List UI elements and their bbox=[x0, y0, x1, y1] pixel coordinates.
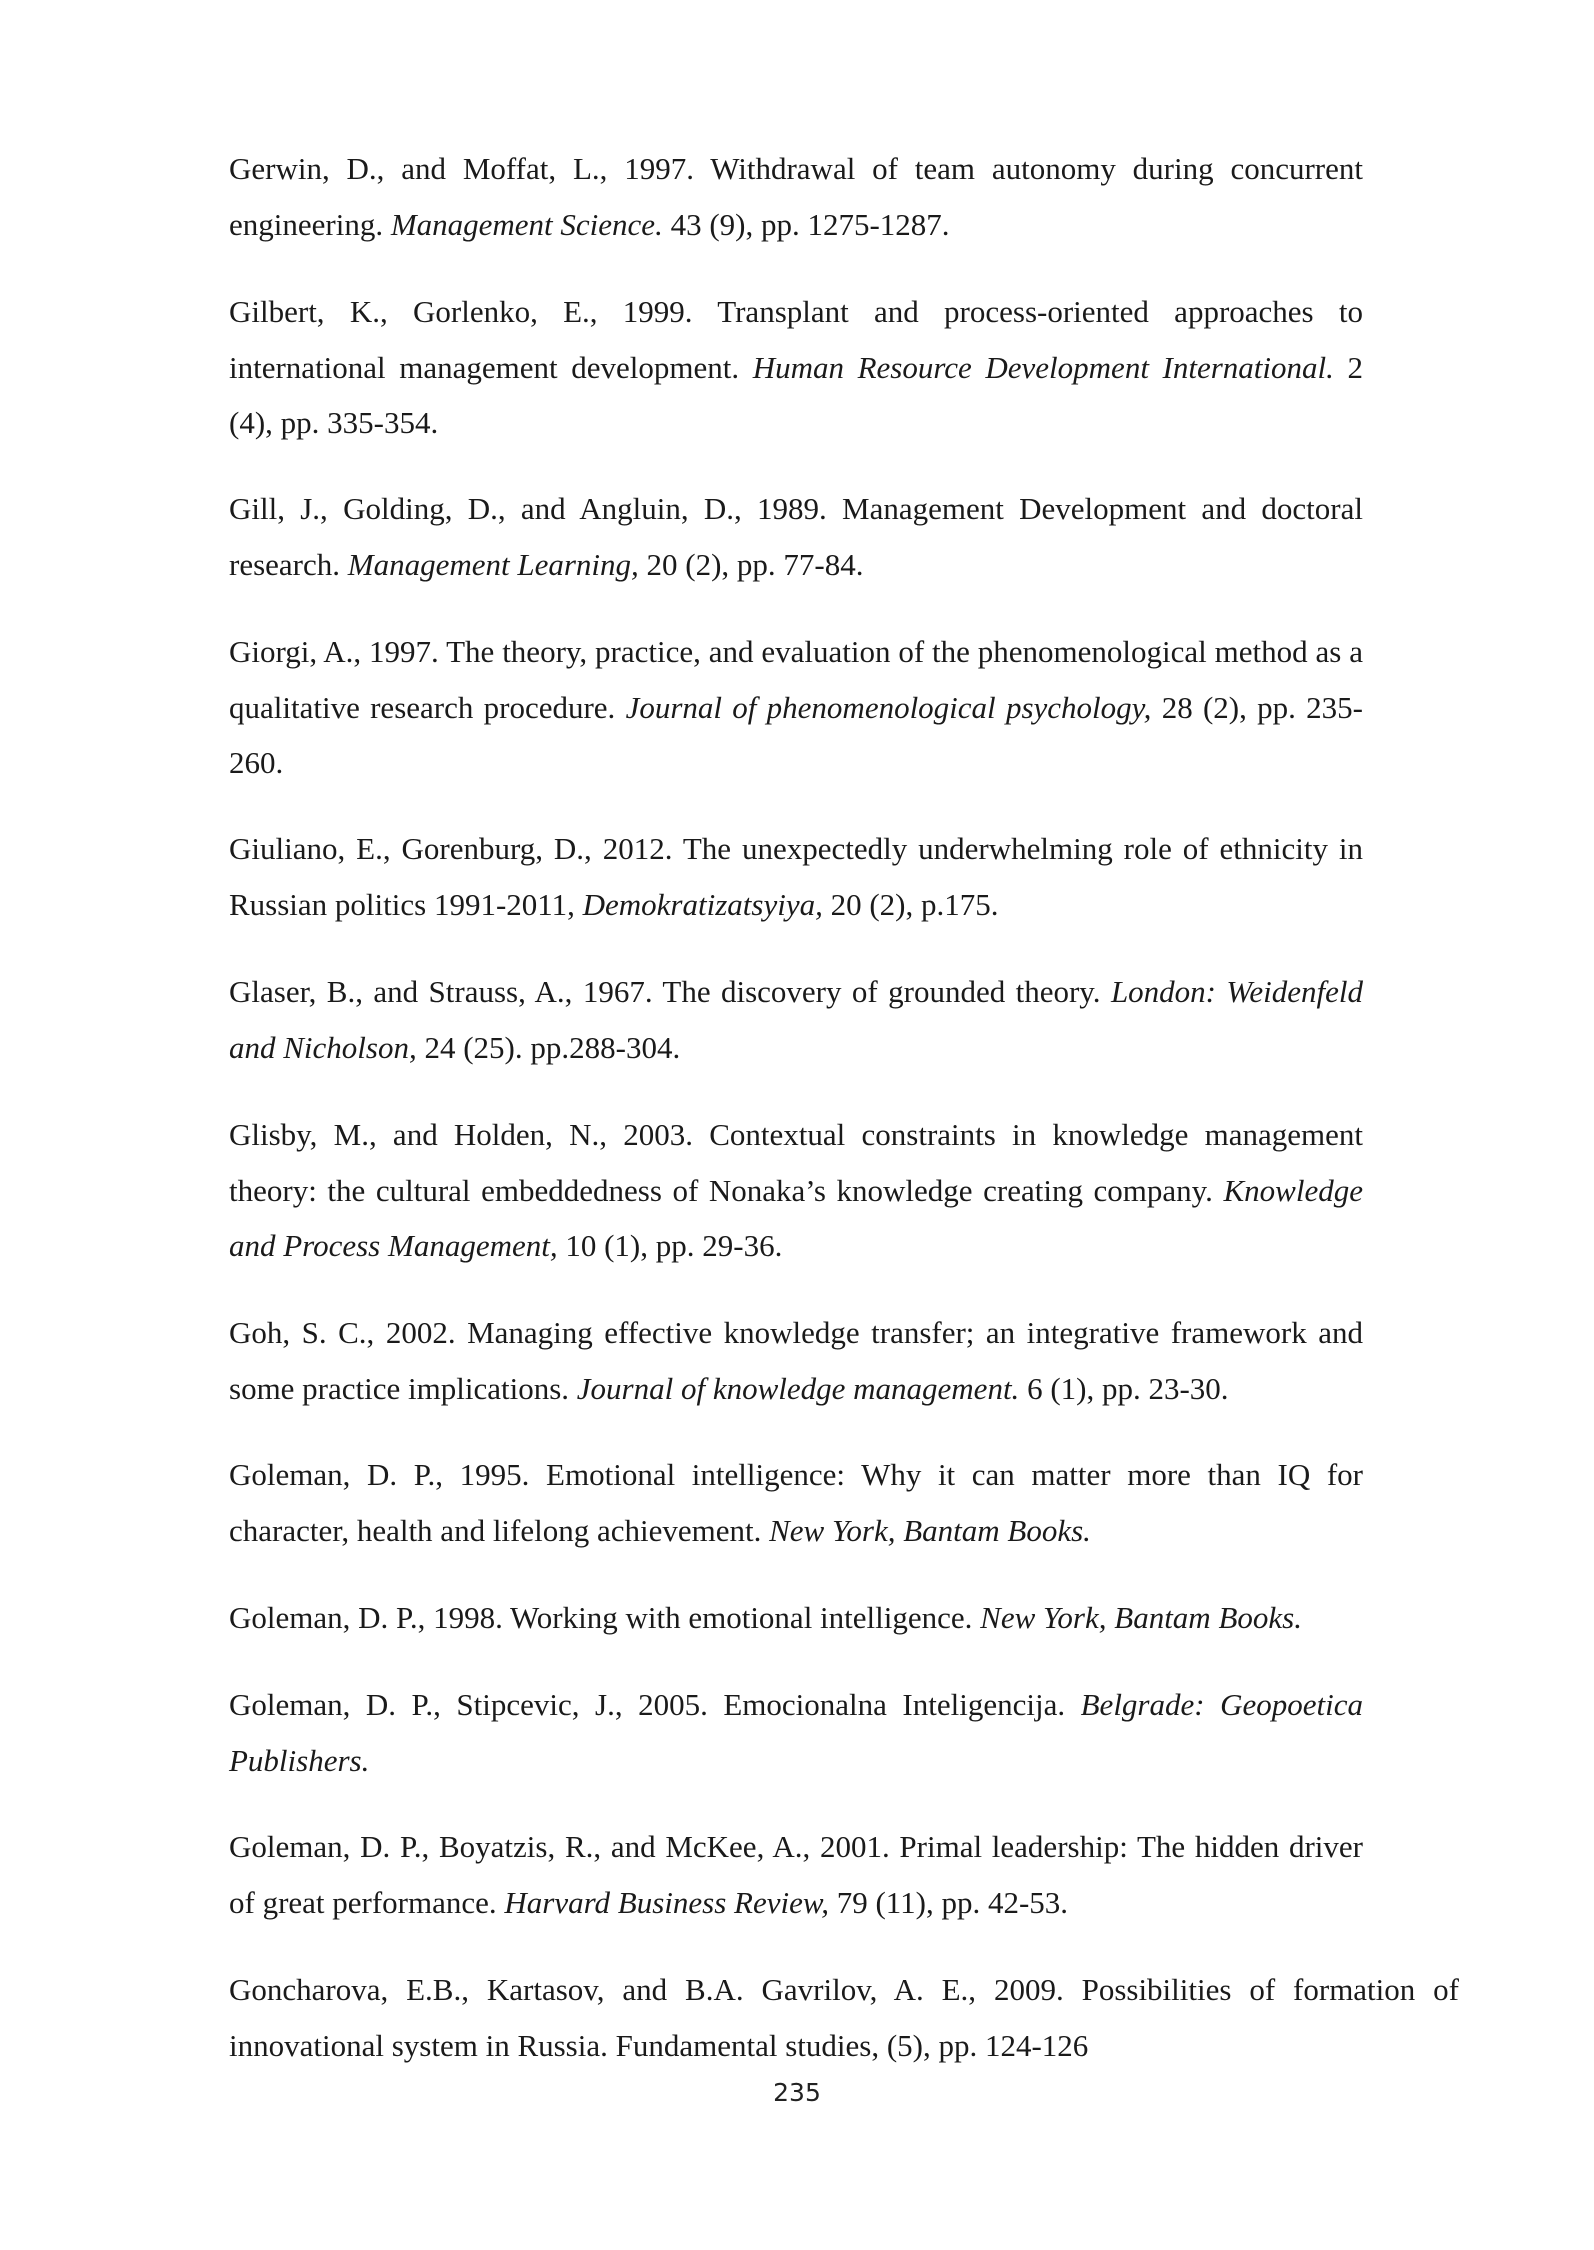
reference-entry: Goleman, D. P., Stipcevic, J., 2005. Emocionalna Inteligencija. Belgrade: Geopoetica Publishers. bbox=[229, 1687, 1363, 1778]
reference-entry: Gerwin, D., and Moffat, L., 1997. Withdrawal of team autonomy during concurrent engineering. Management Science. 43 (9), pp. 1275-1287. bbox=[229, 151, 1363, 242]
reference-entry: Giuliano, E., Gorenburg, D., 2012. The unexpectedly underwhelming role of ethnicity in Russian politics 1991-2011, Demokratizatsyiya, 20 (2), p.175. bbox=[229, 831, 1363, 922]
reference-entry: Goleman, D. P., 1998. Working with emotional intelligence. New York, Bantam Books. bbox=[229, 1600, 1302, 1635]
reference-entry: Goleman, D. P., Boyatzis, R., and McKee, A., 2001. Primal leadership: The hidden driver of great performance. Harvard Business Review, 79 (11), pp. 42-53. bbox=[229, 1829, 1363, 1920]
reference-entry: Giorgi, A., 1997. The theory, practice, and evaluation of the phenomenological method as a qualitative research procedure. Journal of phenomenological psychology, 28 (2), pp. 235-260. bbox=[229, 634, 1363, 780]
reference-entry: Gilbert, K., Gorlenko, E., 1999. Transplant and process-oriented approaches to international management development. Human Resource Development International. 2 (4), pp. 335-354. bbox=[229, 294, 1363, 440]
reference-entry: Gill, J., Golding, D., and Angluin, D., 1989. Management Development and doctoral research. Management Learning, 20 (2), pp. 77-84. bbox=[229, 491, 1363, 582]
page-number: 235 bbox=[773, 2078, 821, 2107]
reference-entry: Goleman, D. P., 1995. Emotional intelligence: Why it can matter more than IQ for character, health and lifelong achievement. New York, Bantam Books. bbox=[229, 1457, 1363, 1548]
reference-entry: Goncharova, E.B., Kartasov, and B.A. Gavrilov, A. E., 2009. Possibilities of formation of innovational system in Russia. Fundamental studies, (5), pp. 124-126 bbox=[229, 1972, 1459, 2063]
reference-entry: Goh, S. C., 2002. Managing effective knowledge transfer; an integrative framework and some practice implications. Journal of knowledge management. 6 (1), pp. 23-30. bbox=[229, 1315, 1363, 1406]
reference-entry: Glaser, B., and Strauss, A., 1967. The discovery of grounded theory. London: Weidenfeld and Nicholson, 24 (25). pp.288-304. bbox=[229, 974, 1363, 1065]
reference-entry: Glisby, M., and Holden, N., 2003. Contextual constraints in knowledge management theory: the cultural embeddedness of Nonaka’s knowledge creating company. Knowledge and Process Management, 10 (1), pp. 29-36. bbox=[229, 1117, 1363, 1263]
